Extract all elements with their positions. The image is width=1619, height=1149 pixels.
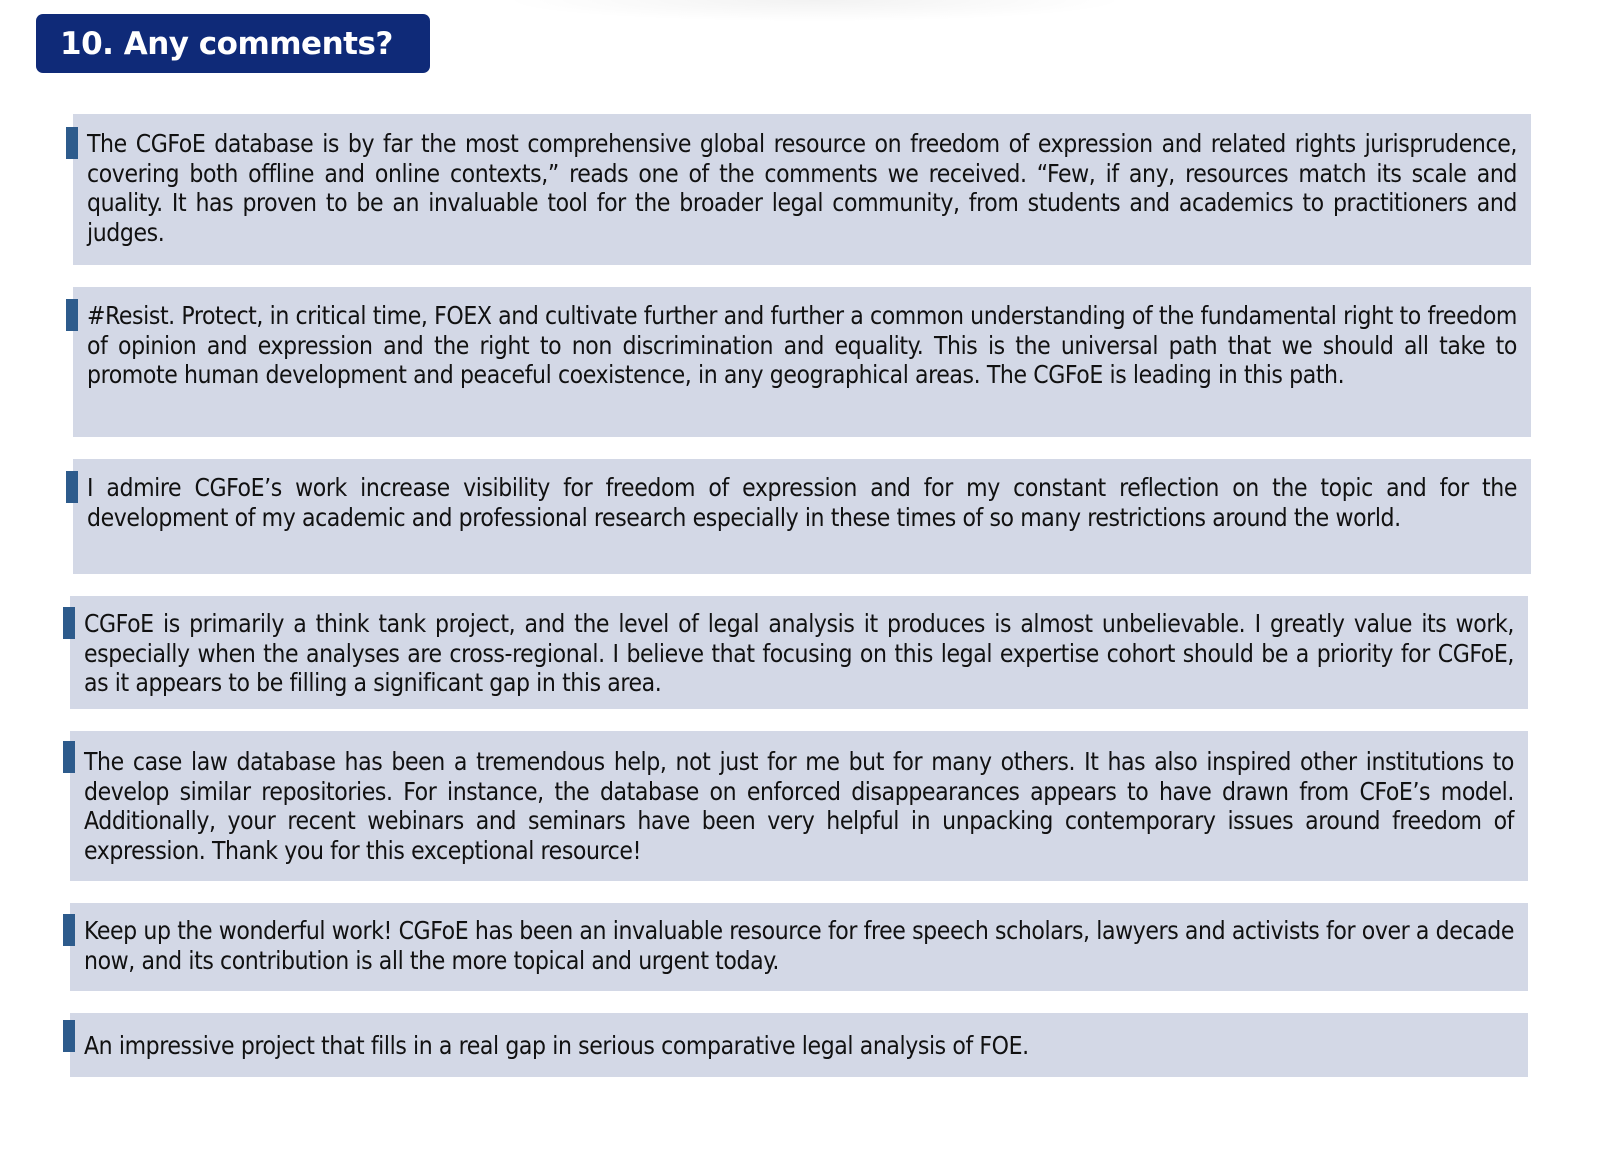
comment-accent-bar [63, 1020, 75, 1052]
comment-text: #Resist. Protect, in critical time, FOEX and cultivate further and further a common understanding of the fundamental right to freedom of opinion and expression and the right to non discrimination and equality. This is the universal path that we should all take to promote human development and peaceful coexistence, in any geographical areas. The CGFoE is leading in this path. [87, 301, 1517, 389]
comment-text: I admire CGFoE’s work increase visibility for freedom of expression and for my constant reflection on the topic and for the development of my academic and professional research especially in these times of so many restrictions around the world. [87, 473, 1517, 532]
comment-text: The CGFoE database is by far the most comprehensive global resource on freedom of expression and related rights jurisprudence, covering both offline and online contexts,” reads one of the comments we received. “Few, if any, resources match its scale and quality. It has proven to be an invaluable tool for the broader legal community, from students and academics to practitioners and judges. [87, 129, 1517, 247]
comment-accent-bar [63, 607, 75, 639]
comment-accent-bar [66, 299, 78, 331]
comment-text: An impressive project that fills in a real gap in serious comparative legal analysis of FOE. [84, 1031, 1029, 1060]
page-top-shadow [500, 0, 1130, 22]
comment-accent-bar [63, 914, 75, 946]
comment-text: The case law database has been a tremendous help, not just for me but for many others. It has also inspired other institutions to develop similar repositories. For instance, the database on enforced disappearances appears to have drawn from CFoE’s model. Additionally, your recent webinars and seminars have been very helpful in unpacking contemporary issues around freedom of expression. Thank you for this exceptional resource! [84, 747, 1514, 865]
section-title: 10. Any comments? [60, 25, 393, 62]
comment-accent-bar [66, 127, 78, 159]
comment-accent-bar [66, 471, 78, 503]
comment-text: CGFoE is primarily a think tank project, and the level of legal analysis it produces is almost unbelievable. I greatly value its work, especially when the analyses are cross-regional. I believe that focusing on this legal expertise cohort should be a priority for CGFoE, as it appears to be filling a significant gap in this area. [84, 609, 1514, 697]
comment-text: Keep up the wonderful work! CGFoE has been an invaluable resource for free speech scholars, lawyers and activists for over a decade now, and its contribution is all the more topical and urgent today. [84, 916, 1514, 975]
section-title-badge [36, 14, 430, 73]
comment-accent-bar [63, 741, 75, 773]
